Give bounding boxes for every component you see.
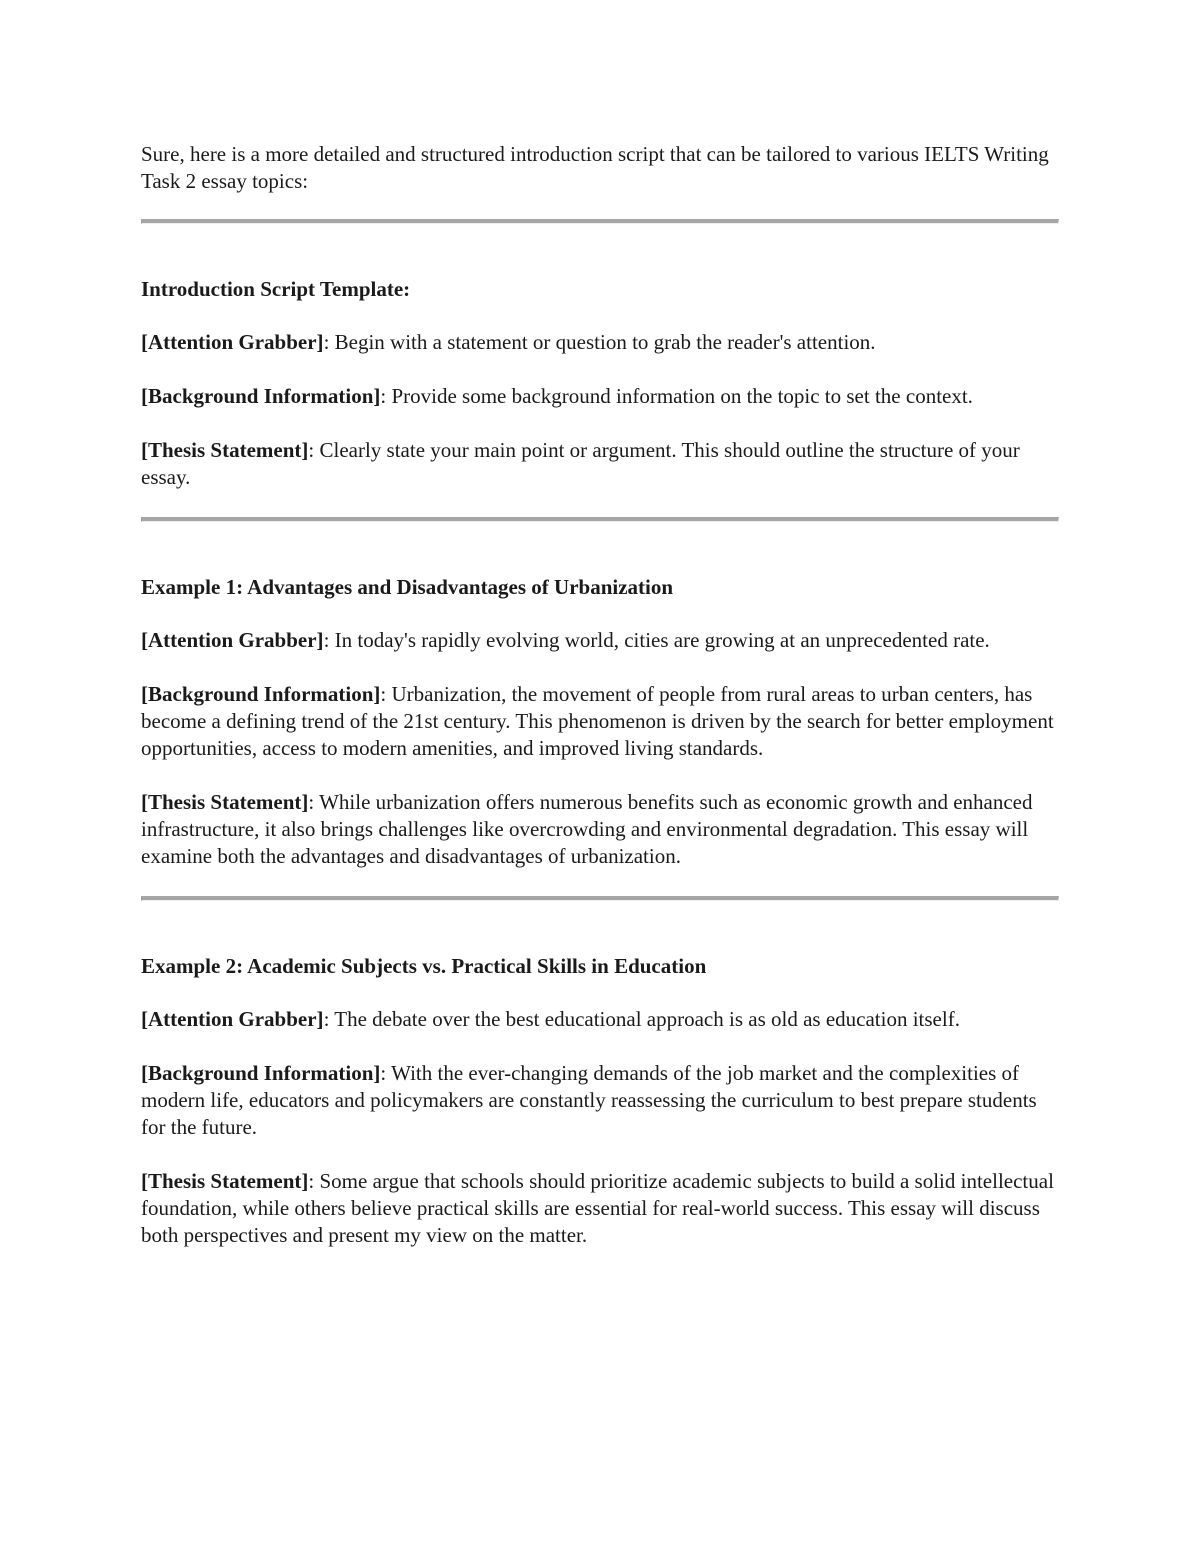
item-text: : Some argue that schools should prioritize academic subjects to build a solid intellectual foundation, while others believe practical skills are essential for real-world success. This essay will discuss both perspectives and present my view on the matter. xyxy=(141,1169,1054,1247)
item-text: : With the ever-changing demands of the job market and the complexities of modern life, educators and policymakers are constantly reassessing the curriculum to best prepare students for the future. xyxy=(141,1061,1037,1139)
section-divider xyxy=(141,896,1059,901)
thesis-statement-paragraph xyxy=(141,789,1059,870)
example-2-section xyxy=(141,953,1059,1249)
item-text: : Clearly state your main point or argument. This should outline the structure of your essay. xyxy=(141,438,1020,489)
item-label: [Background Information] xyxy=(141,384,381,408)
attention-grabber-paragraph xyxy=(141,329,1059,356)
item-label: [Background Information] xyxy=(141,682,381,706)
item-text: : While urbanization offers numerous benefits such as economic growth and enhanced infrastructure, it also brings challenges like overcrowding and environmental degradation. This essay will examine both the advantages and disadvantages of urbanization. xyxy=(141,790,1033,868)
attention-grabber-paragraph xyxy=(141,627,1059,654)
item-label: [Thesis Statement] xyxy=(141,1169,309,1193)
attention-grabber-paragraph xyxy=(141,1006,1059,1033)
item-text: : In today's rapidly evolving world, cities are growing at an unprecedented rate. xyxy=(323,628,990,652)
document-page xyxy=(141,141,1059,1275)
thesis-statement-paragraph xyxy=(141,1168,1059,1249)
example-1-section xyxy=(141,574,1059,870)
background-information-paragraph xyxy=(141,383,1059,410)
item-text: : Begin with a statement or question to grab the reader's attention. xyxy=(323,330,876,354)
section-divider xyxy=(141,219,1059,224)
item-label: [Thesis Statement] xyxy=(141,790,309,814)
item-text: : Provide some background information on the topic to set the context. xyxy=(380,384,973,408)
item-label: [Attention Grabber] xyxy=(141,1007,324,1031)
item-label: [Attention Grabber] xyxy=(141,628,324,652)
item-text: : The debate over the best educational approach is as old as education itself. xyxy=(323,1007,960,1031)
template-section xyxy=(141,276,1059,491)
section-title: Example 2: Academic Subjects vs. Practical Skills in Education xyxy=(141,954,707,978)
section-title: Introduction Script Template: xyxy=(141,277,411,301)
item-label: [Background Information] xyxy=(141,1061,381,1085)
item-text: : Urbanization, the movement of people from rural areas to urban centers, has become a defining trend of the 21st century. This phenomenon is driven by the search for better employment opportunities, access to modern amenities, and improved living standards. xyxy=(141,682,1054,760)
section-divider xyxy=(141,517,1059,522)
item-label: [Thesis Statement] xyxy=(141,438,309,462)
item-label: [Attention Grabber] xyxy=(141,330,324,354)
background-information-paragraph xyxy=(141,1060,1059,1141)
section-title: Example 1: Advantages and Disadvantages of Urbanization xyxy=(141,575,674,599)
intro-paragraph: Sure, here is a more detailed and structured introduction script that can be tailored to various IELTS Writing Task 2 essay topics: xyxy=(141,142,1049,193)
thesis-statement-paragraph xyxy=(141,437,1059,491)
background-information-paragraph xyxy=(141,681,1059,762)
